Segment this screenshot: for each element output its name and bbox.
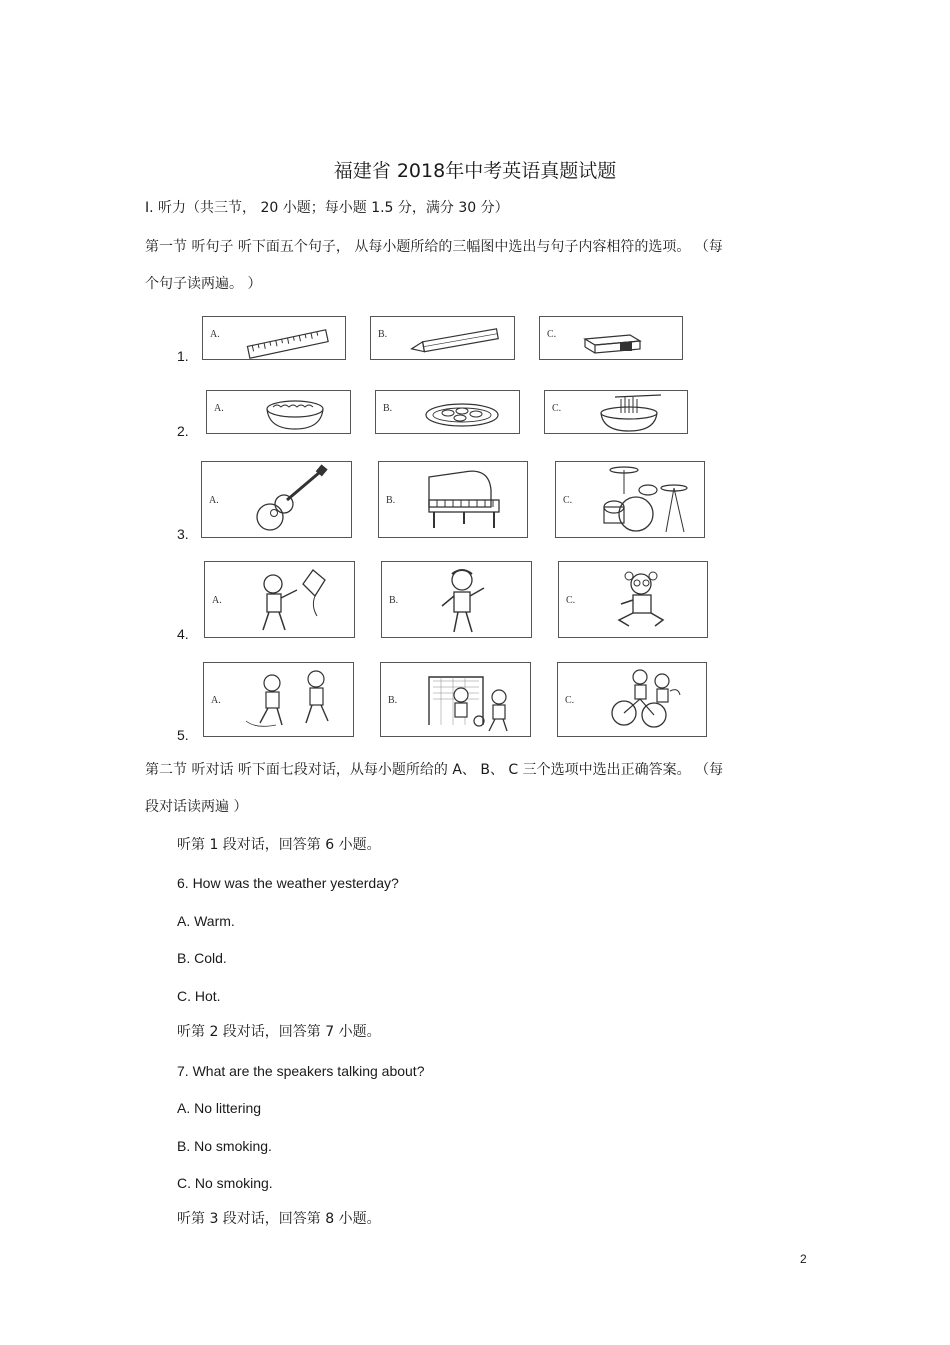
option-box[interactable]	[539, 316, 683, 360]
eraser-icon	[540, 317, 684, 361]
answer-option[interactable]: C. No smoking.	[177, 1175, 273, 1191]
kids-skating-icon	[204, 663, 355, 738]
part2-instructions-line1: 第二节 听对话 听下面七段对话，从每小题所给的 A、 B、 C 三个选项中选出正确答案。 （每	[145, 762, 724, 778]
option-box[interactable]	[370, 316, 515, 360]
option-box[interactable]	[378, 461, 528, 538]
option-box[interactable]	[202, 316, 346, 360]
dialogue-intro: 听第 1 段对话，回答第 6 小题。	[177, 837, 381, 853]
ruler-icon	[203, 317, 347, 361]
question-number: 5.	[177, 727, 189, 743]
part1-instructions-line2: 个句子读两遍。 ）	[145, 276, 262, 292]
noodles-bowl-icon	[545, 391, 689, 435]
question-number: 1.	[177, 348, 189, 364]
answer-option[interactable]: C. Hot.	[177, 988, 221, 1004]
option-label: B.	[389, 595, 399, 606]
part1-instructions-line1: 第一节 听句子 听下面五个句子， 从每小题所给的三幅图中选出与句子内容相符的选项。 （每	[145, 239, 723, 255]
option-label: C.	[565, 695, 575, 706]
question-text: 7. What are the speakers talking about?	[177, 1063, 425, 1079]
dialogue-intro: 听第 3 段对话，回答第 8 小题。	[177, 1211, 381, 1227]
option-label: A.	[212, 595, 222, 606]
part2-instructions-line2: 段对话读两遍 ）	[145, 799, 248, 815]
question-number: 2.	[177, 423, 189, 439]
option-label: A.	[210, 329, 220, 340]
option-box[interactable]	[204, 561, 355, 638]
dialogue-intro: 听第 2 段对话，回答第 7 小题。	[177, 1024, 381, 1040]
option-label: A.	[214, 403, 224, 414]
option-box[interactable]	[203, 662, 354, 737]
option-label: B.	[378, 329, 388, 340]
option-label: A.	[209, 495, 219, 506]
option-box[interactable]	[201, 461, 352, 538]
boy-waving-icon	[382, 562, 533, 639]
option-label: A.	[211, 695, 221, 706]
option-box[interactable]	[380, 662, 531, 737]
option-label: B.	[386, 495, 396, 506]
guitar-icon	[202, 462, 353, 539]
option-label: C.	[547, 329, 557, 340]
option-label: B.	[383, 403, 393, 414]
boy-with-kite-icon	[205, 562, 356, 639]
option-box[interactable]	[557, 662, 707, 737]
answer-option[interactable]: B. Cold.	[177, 950, 227, 966]
option-box[interactable]	[555, 461, 705, 538]
kids-cycling-icon	[558, 663, 708, 738]
answer-option[interactable]: B. No smoking.	[177, 1138, 272, 1154]
question-number: 4.	[177, 626, 189, 642]
dumplings-plate-icon	[376, 391, 521, 435]
piano-icon	[379, 462, 529, 539]
question-text: 6. How was the weather yesterday?	[177, 875, 399, 891]
option-box[interactable]	[558, 561, 708, 638]
pencil-icon	[371, 317, 516, 361]
page-title: 福建省 2018年中考英语真题试题	[333, 160, 617, 182]
kids-football-icon	[381, 663, 532, 738]
option-label: C.	[552, 403, 562, 414]
option-box[interactable]	[381, 561, 532, 638]
rice-bowl-icon	[207, 391, 352, 435]
section-heading: Ⅰ. 听力（共三节， 20 小题；每小题 1.5 分，满分 30 分）	[145, 200, 509, 216]
option-box[interactable]	[375, 390, 520, 434]
drums-icon	[556, 462, 706, 539]
option-label: B.	[388, 695, 398, 706]
option-box[interactable]	[206, 390, 351, 434]
option-label: C.	[566, 595, 576, 606]
girl-sitting-icon	[559, 562, 709, 639]
answer-option[interactable]: A. Warm.	[177, 913, 235, 929]
page-number: 2	[800, 1252, 807, 1266]
option-box[interactable]	[544, 390, 688, 434]
answer-option[interactable]: A. No littering	[177, 1100, 262, 1116]
option-label: C.	[563, 495, 573, 506]
question-number: 3.	[177, 526, 189, 542]
